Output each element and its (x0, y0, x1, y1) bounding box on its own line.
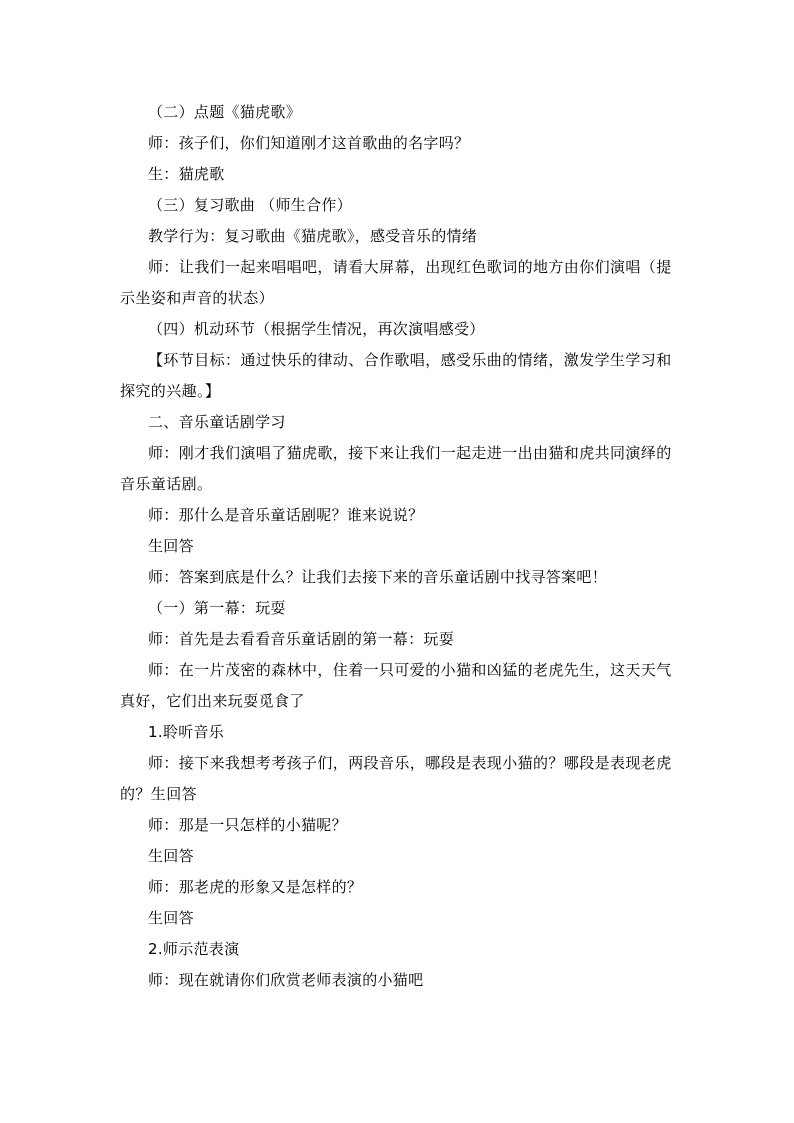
document-body (120, 97, 676, 996)
paragraph: 师：接下来我想考考孩子们，两段音乐，哪段是表现小猫的？哪段是表现老虎的？生回答 (120, 754, 672, 803)
paragraph: 师：让我们一起来唱唱吧，请看大屏幕，出现红色歌词的地方由你们演唱（提示坐姿和声音的状态） (120, 258, 672, 307)
paragraph: 生：猫虎歌 (148, 165, 225, 183)
paragraph: 师：刚才我们演唱了猫虎歌，接下来让我们一起走进一出由猫和虎共同演绎的音乐童话剧。 (120, 444, 672, 493)
section-heading-tonghuaju: 二、音乐童话剧学习 (148, 413, 286, 431)
paragraph: 生回答 (148, 537, 194, 555)
list-item-shifan: 2.师示范表演 (148, 940, 240, 958)
list-item-lingting: 1.聆听音乐 (148, 723, 225, 741)
paragraph: 生回答 (148, 909, 194, 927)
paragraph: 师：那老虎的形象又是怎样的？ (148, 878, 363, 896)
section-heading-diyimu: （一）第一幕：玩耍 (148, 599, 286, 617)
paragraph: 师：首先是去看看音乐童话剧的第一幕：玩耍 (148, 630, 455, 648)
section-heading-dianti: （二）点题《猫虎歌》 (148, 103, 302, 121)
paragraph: 生回答 (148, 847, 194, 865)
paragraph: 教学行为：复习歌曲《猫虎歌》，感受音乐的情绪 (148, 227, 478, 245)
section-heading-fuxi: （三）复习歌曲 （师生合作） (148, 196, 352, 214)
paragraph: 师：孩子们，你们知道刚才这首歌曲的名字吗？ (148, 134, 470, 152)
paragraph: 师：在一片茂密的森林中，住着一只可爱的小猫和凶猛的老虎先生，这天天气真好，它们出来玩耍觅食了 (120, 661, 672, 710)
goal-paragraph: 【环节目标：通过快乐的律动、合作歌唱，感受乐曲的情绪，激发学生学习和探究的兴趣。】 (120, 351, 672, 400)
section-heading-jidong: （四）机动环节（根据学生情况，再次演唱感受） (148, 320, 485, 338)
paragraph: 师：那是一只怎样的小猫呢？ (148, 816, 347, 834)
paragraph: 师：现在就请你们欣赏老师表演的小猫吧 (148, 971, 424, 989)
paragraph: 师：答案到底是什么？让我们去接下来的音乐童话剧中找寻答案吧！ (148, 568, 608, 586)
paragraph: 师：那什么是音乐童话剧呢？谁来说说？ (148, 506, 424, 524)
